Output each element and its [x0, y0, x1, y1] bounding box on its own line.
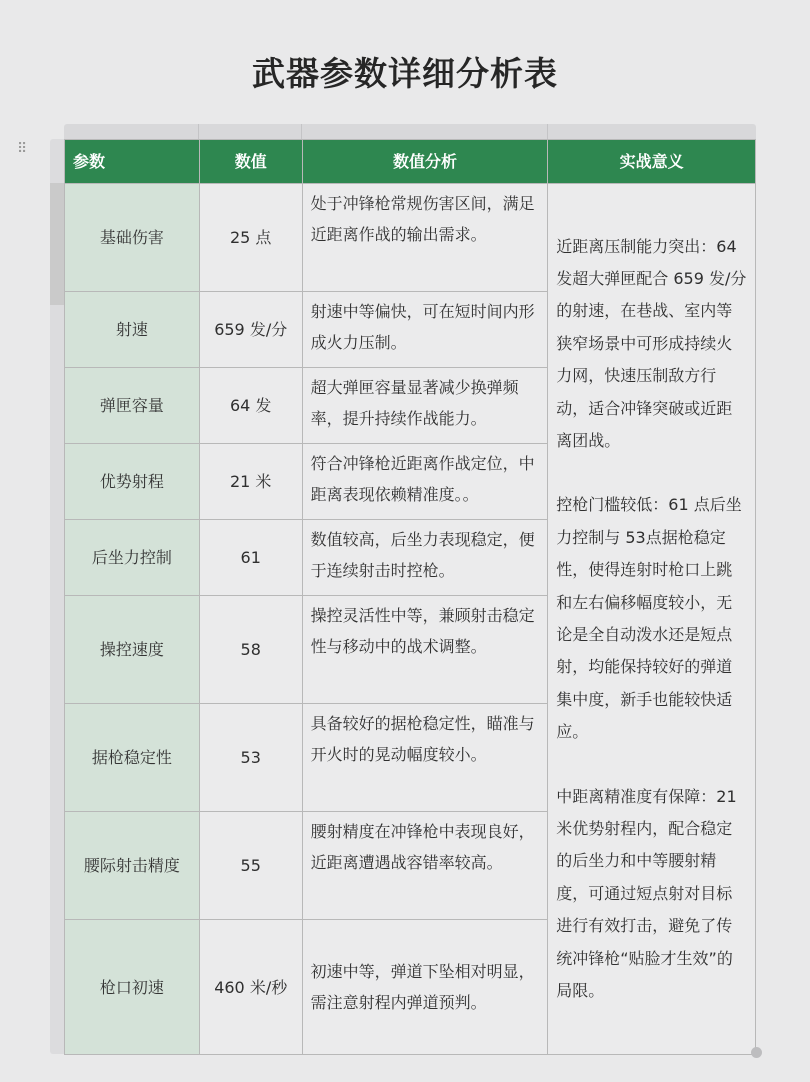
cell-value[interactable]: 64 发 [199, 368, 302, 444]
page-title: 武器参数详细分析表 [252, 54, 558, 93]
cell-analysis[interactable]: 数值较高，后坐力表现稳定，便于连续射击时控枪。 [302, 520, 548, 596]
significance-paragraph: 近距离压制能力突出：64 发超大弹匣配合 659 发/分的射速，在巷战、室内等狭窄场景中可形成持续火力网，快速压制敌方行动，适合冲锋突破或近距离团战。 [556, 236, 747, 450]
cell-analysis[interactable]: 操控灵活性中等，兼顾射击稳定性与移动中的战术调整。 [302, 596, 548, 704]
header-param[interactable]: 参数 [65, 140, 200, 184]
cell-significance[interactable] [548, 184, 756, 1055]
column-selector-bar[interactable] [64, 124, 756, 139]
cell-param[interactable]: 射速 [65, 292, 200, 368]
cell-param[interactable]: 弹匣容量 [65, 368, 200, 444]
cell-param[interactable]: 优势射程 [65, 444, 200, 520]
cell-param[interactable]: 据枪稳定性 [65, 704, 200, 812]
cell-param[interactable]: 腰际射击精度 [65, 812, 200, 920]
cell-value[interactable]: 55 [199, 812, 302, 920]
significance-paragraph: 控枪门槛较低：61 点后坐力控制与 53点据枪稳定性，使得连射时枪口上跳和左右偏移幅度较小，无论是全自动泼水还是短点射，均能保持较好的弹道集中度，新手也能较快适应。 [556, 495, 742, 742]
cell-param[interactable]: 基础伤害 [65, 184, 200, 292]
cell-param[interactable]: 后坐力控制 [65, 520, 200, 596]
row-selector-bar[interactable] [50, 139, 64, 1054]
cell-analysis[interactable]: 初速中等，弹道下坠相对明显，需注意射程内弹道预判。 [302, 920, 548, 1055]
cell-analysis[interactable]: 处于冲锋枪常规伤害区间，满足近距离作战的输出需求。 [302, 184, 548, 292]
table-row [65, 184, 756, 292]
cell-value[interactable]: 21 米 [199, 444, 302, 520]
cell-value[interactable]: 460 米/秒 [199, 920, 302, 1055]
drag-handle-icon[interactable]: ⠿ [17, 141, 29, 157]
cell-value[interactable]: 53 [199, 704, 302, 812]
table-header-row [65, 140, 756, 184]
cell-value[interactable]: 61 [199, 520, 302, 596]
cell-value[interactable]: 25 点 [199, 184, 302, 292]
cell-value[interactable]: 58 [199, 596, 302, 704]
table-container [50, 124, 756, 1054]
header-value[interactable]: 数值 [199, 140, 302, 184]
header-significance[interactable]: 实战意义 [548, 140, 756, 184]
cell-analysis[interactable]: 具备较好的据枪稳定性，瞄准与开火时的晃动幅度较小。 [302, 704, 548, 812]
cell-analysis[interactable]: 符合冲锋枪近距离作战定位，中距离表现依赖精准度。。 [302, 444, 548, 520]
cell-param[interactable]: 枪口初速 [65, 920, 200, 1055]
cell-analysis[interactable]: 超大弹匣容量显著减少换弹频率，提升持续作战能力。 [302, 368, 548, 444]
cell-analysis[interactable]: 射速中等偏快，可在短时间内形成火力压制。 [302, 292, 548, 368]
resize-handle-icon[interactable] [751, 1047, 762, 1058]
row-selector-active[interactable] [50, 183, 64, 305]
header-analysis[interactable]: 数值分析 [302, 140, 548, 184]
cell-param[interactable]: 操控速度 [65, 596, 200, 704]
cell-analysis[interactable]: 腰射精度在冲锋枪中表现良好，近距离遭遇战容错率较高。 [302, 812, 548, 920]
weapon-params-table [64, 139, 756, 1055]
significance-paragraph: 中距离精准度有保障：21 米优势射程内，配合稳定的后坐力和中等腰射精度，可通过短点射对目标进行有效打击，避免了传统冲锋枪“贴脸才生效”的局限。 [556, 786, 737, 1001]
cell-value[interactable]: 659 发/分 [199, 292, 302, 368]
